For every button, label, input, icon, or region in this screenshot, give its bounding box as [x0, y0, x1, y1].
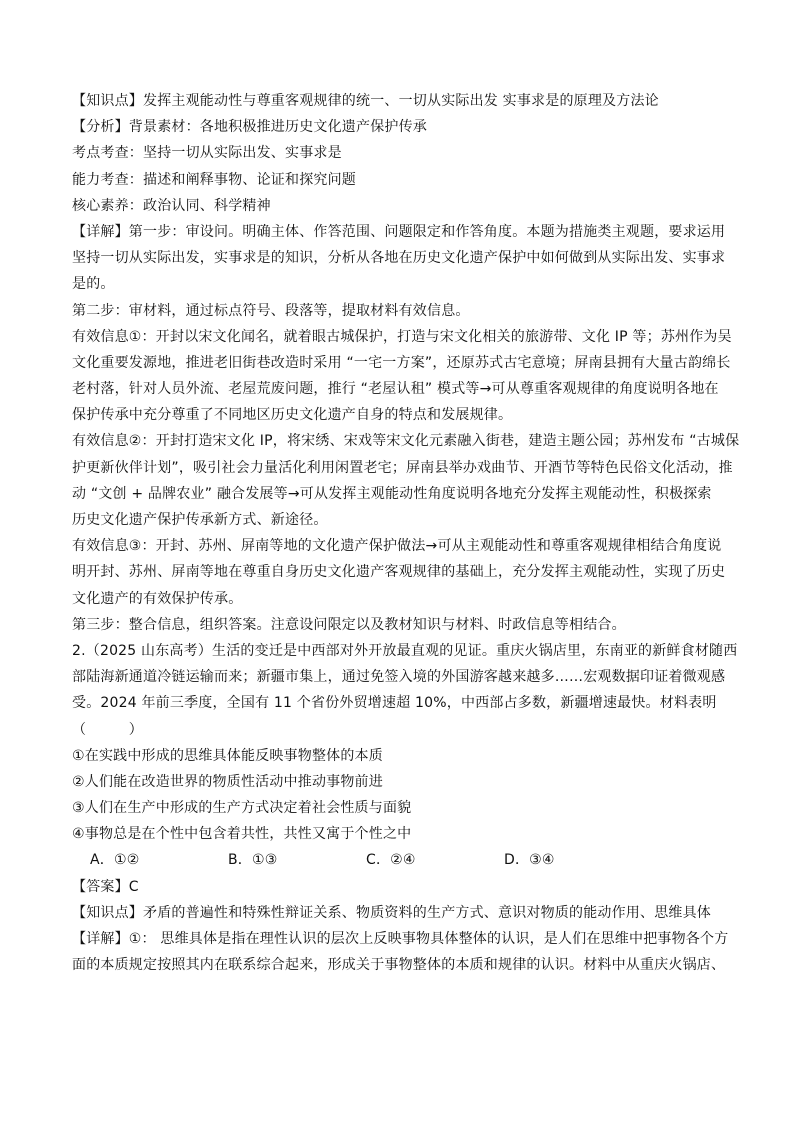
text-line: 坚持一切从实际出发，实事求是的知识，分析从各地在历史文化遗产保护中如何做到从实际出发、实事求	[72, 250, 726, 267]
option-c: C．②④	[366, 852, 416, 869]
question-stem-line: 部陆海新通道冷链运输而来；新疆市集上，通过免签入境的外国游客越来越多……宏观数据印证着微观感	[72, 669, 726, 686]
text-line: 有效信息①：开封以宋文化闻名，就着眼古城保护，打造与宋文化相关的旅游带、文化 IP 等；苏州作为吴	[72, 328, 732, 345]
text-line: 明开封、苏州、屏南等地在尊重自身历史文化遗产客观规律的基础上，充分发挥主观能动性，实现了历史	[72, 564, 726, 581]
statement-item: ②人们能在改造世界的物质性活动中推动事物前进	[72, 773, 383, 790]
text-line: 老村落，针对人员外流、老屋荒废问题，推行 “老屋认租” 模式等→可从尊重客观规律的角度说明各地在	[72, 381, 719, 398]
option-b: B．①③	[228, 852, 278, 869]
text-line: 有效信息③：开封、苏州、屏南等地的文化遗产保护做法→可从主观能动性和尊重客观规律相结合角度说	[72, 538, 722, 555]
explanation-line: 【详解】①： 思维具体是指在理性认识的层次上反映事物具体整体的认识，是人们在思维中把事物各个方	[72, 931, 729, 947]
option-d: D．③④	[504, 852, 555, 869]
text-line: 历史文化遗产保护传承新方式、新途径。	[72, 512, 328, 528]
answer-blank: （ ）	[72, 721, 143, 738]
text-line: 动 “文创 + 品牌农业” 融合发展等→可从发挥主观能动性角度说明各地充分发挥主观能动性，积极探索	[72, 485, 712, 502]
text-line: 文化重要发源地，推进老旧街巷改造时采用 “一宅一方案”，还原苏式古宅意境；屏南县拥有大量古韵绵长	[72, 354, 731, 371]
text-line: 有效信息②：开封打造宋文化 IP，将宋绣、宋戏等宋文化元素融入街巷，建造主题公园；苏州发布 “古城保	[72, 433, 740, 450]
option-a: A．①②	[90, 852, 140, 869]
choice-options	[72, 847, 724, 873]
text-line: 文化遗产的有效保护传承。	[72, 590, 243, 607]
text-line: 【详解】第一步：审设问。明确主体、作答范围、问题限定和作答角度。本题为措施类主观题，要求运用	[72, 223, 726, 240]
text-line: 第二步：审材料，通过标点符号、段落等，提取材料有效信息。	[72, 302, 470, 319]
text-line: 核心素养：政治认同、科学精神	[72, 197, 271, 214]
statement-item: ③人们在生产中形成的生产方式决定着社会性质与面貌	[72, 800, 412, 817]
question-stem-line: 受。2024 年前三季度，全国有 11 个省份外贸增速超 10%，中西部占多数，新疆增速最快。材料表明	[72, 695, 717, 712]
answer-line: 【答案】C	[72, 878, 139, 895]
statement-item: ④事物总是在个性中包含着共性，共性又寓于个性之中	[72, 826, 412, 843]
knowledge-point-line: 【知识点】矛盾的普遍性和特殊性辩证关系、物质资料的生产方式、意识对物质的能动作用、思维具体	[72, 904, 711, 921]
explanation-line: 面的本质规定按照其内在联系综合起来，形成关于事物整体的本质和规律的认识。材料中从重庆火锅店、	[72, 957, 726, 974]
document-body	[72, 88, 740, 978]
text-line: 护更新伙伴计划”，吸引社会力量活化利用闲置老宅；屏南县举办戏曲节、开酒节等特色民俗文化活动，推	[72, 459, 733, 476]
text-line: 能力考查：描述和阐释事物、论证和探究问题	[72, 171, 356, 188]
text-line: 保护传承中充分尊重了不同地区历史文化遗产自身的特点和发展规律。	[72, 407, 513, 424]
question-stem-line: 2.（2025 山东高考）生活的变迁是中西部对外开放最直观的见证。重庆火锅店里，东南亚的新鲜食材随西	[72, 642, 738, 659]
statement-item: ①在实践中形成的思维具体能反映事物整体的本质	[72, 747, 383, 764]
text-line: 【分析】背景素材：各地积极推进历史文化遗产保护传承	[72, 119, 427, 136]
text-line: 【知识点】发挥主观能动性与尊重客观规律的统一、一切从实际出发 实事求是的原理及方法论	[72, 93, 659, 109]
text-line: 第三步：整合信息，组织答案。注意设问限定以及教材知识与材料、时政信息等相结合。	[72, 616, 626, 633]
text-line: 考点考查：坚持一切从实际出发、实事求是	[72, 145, 342, 162]
text-line: 是的。	[72, 276, 115, 293]
